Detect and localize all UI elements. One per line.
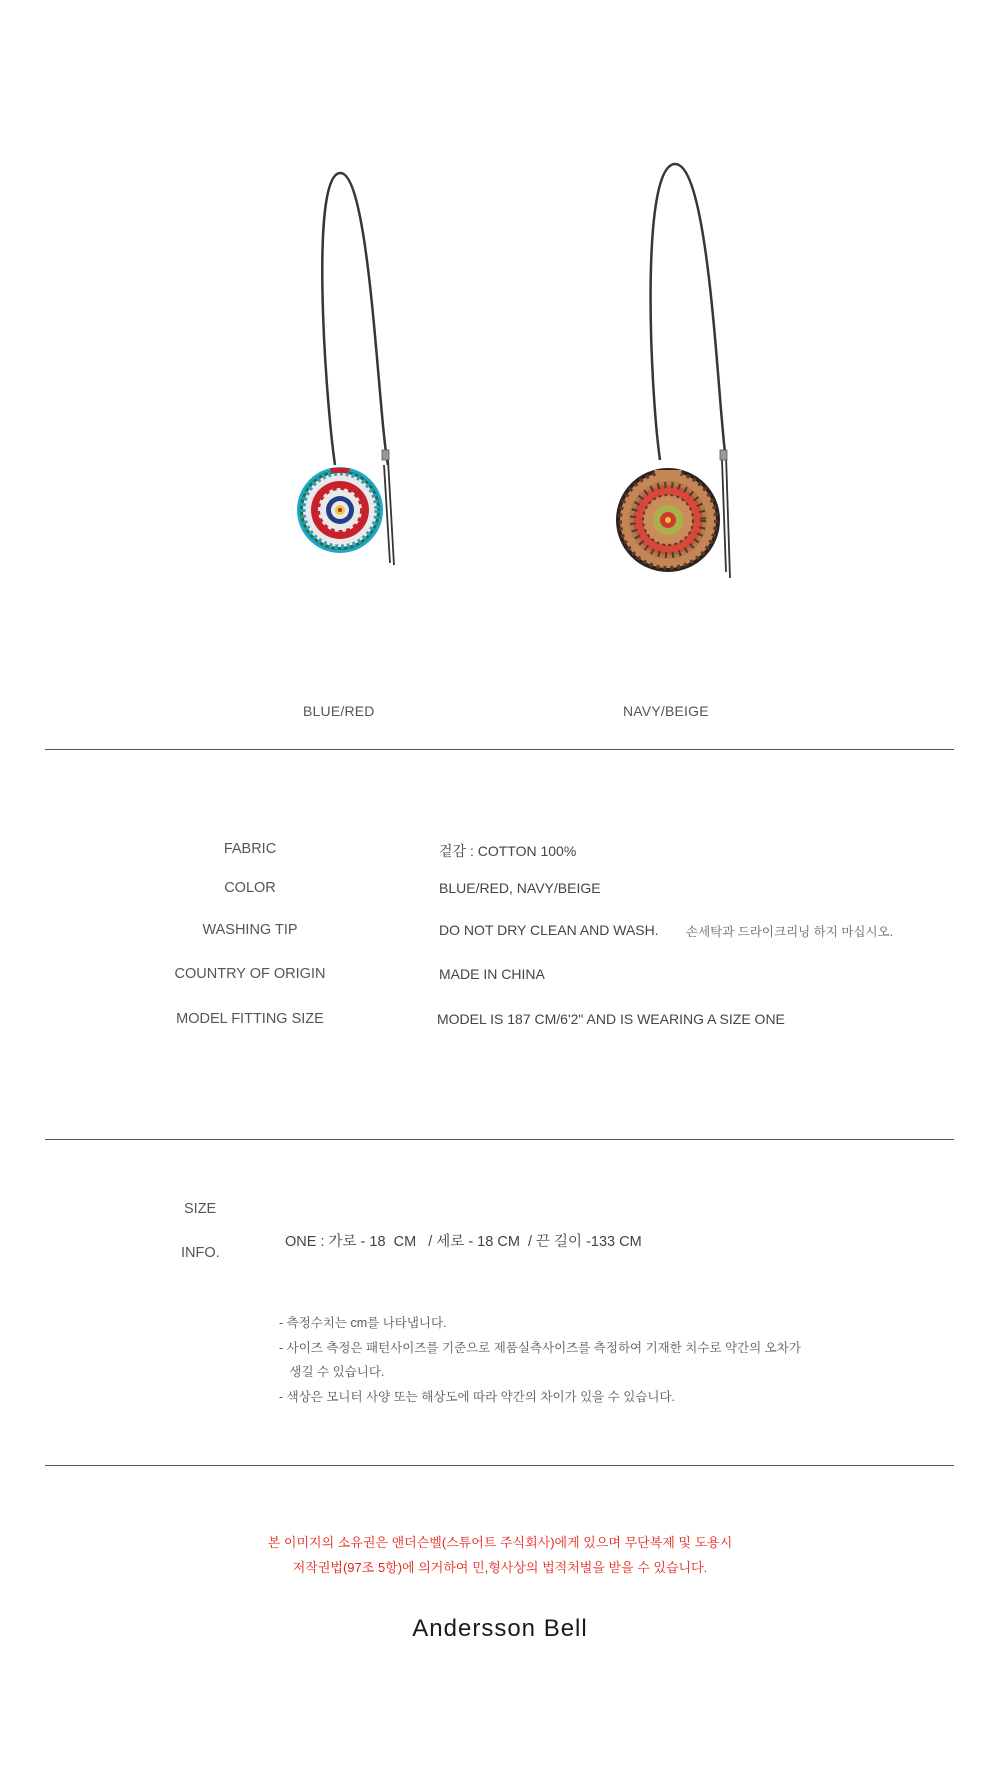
color-label-blue-red: BLUE/RED [303,703,375,719]
spec-label-color: COLOR [224,880,276,896]
copyright-line-1: 본 이미지의 소유권은 앤더슨벨(스튜어트 주식회사)에게 있으며 무단복제 및 도용시 [267,1535,733,1550]
bag-strap [651,164,726,460]
divider [45,1139,954,1140]
color-label-navy-beige: NAVY/BEIGE [623,703,709,719]
size-note-2: - 사이즈 측정은 패턴사이즈를 기준으로 제품실측사이즈를 측정하여 기재한 치수로 약간의 오차가 [279,1341,801,1355]
product-image-navy-beige[interactable] [600,160,760,590]
size-info-label-line2: INFO. [181,1245,220,1261]
bag-strap-tail [722,455,730,578]
bag-strap [322,173,388,465]
spec-label-country-of-origin: COUNTRY OF ORIGIN [174,966,326,982]
spec-value-country-of-origin: MADE IN CHINA [439,966,545,982]
size-info-value: ONE : 가로 - 18 CM / 세로 - 18 CM / 끈 길이 -133 CM [285,1234,642,1250]
bag-body [297,467,383,553]
size-note-1: - 측정수치는 cm를 나타냅니다. [279,1316,447,1330]
divider [45,1465,954,1466]
bag-body [616,468,720,572]
spec-label-washing-tip: WASHING TIP [202,922,298,938]
size-note-3: 생길 수 있습니다. [279,1365,385,1379]
brand-logo: Andersson Bell [412,1615,588,1642]
size-note-4: - 색상은 모니터 사양 또는 해상도에 따라 약간의 차이가 있을 수 있습니다. [279,1390,676,1404]
spec-note-washing-tip: 손세탁과 드라이크리닝 하지 마십시오. [686,925,894,939]
copyright-line-2: 저작권법(97조 5항)에 의거하여 민,형사상의 법적처벌을 받을 수 있습니다. [292,1560,708,1575]
spec-label-model-fitting-size: MODEL FITTING SIZE [176,1011,324,1027]
spec-label-fabric: FABRIC [223,841,277,857]
spec-value-washing-tip: DO NOT DRY CLEAN AND WASH. [439,922,659,938]
bag-clasp [382,450,389,460]
product-image-blue-red[interactable] [270,165,430,585]
divider [45,749,954,750]
spec-value-fabric: 겉감 : COTTON 100% [439,843,577,859]
spec-value-model-fitting-size: MODEL IS 187 CM/6'2" AND IS WEARING A SIZE ONE [437,1011,785,1027]
size-info-label-line1: SIZE [184,1201,217,1217]
bag-clasp [720,450,727,460]
spec-value-color: BLUE/RED, NAVY/BEIGE [439,880,601,896]
bag-strap-tail [384,460,394,565]
